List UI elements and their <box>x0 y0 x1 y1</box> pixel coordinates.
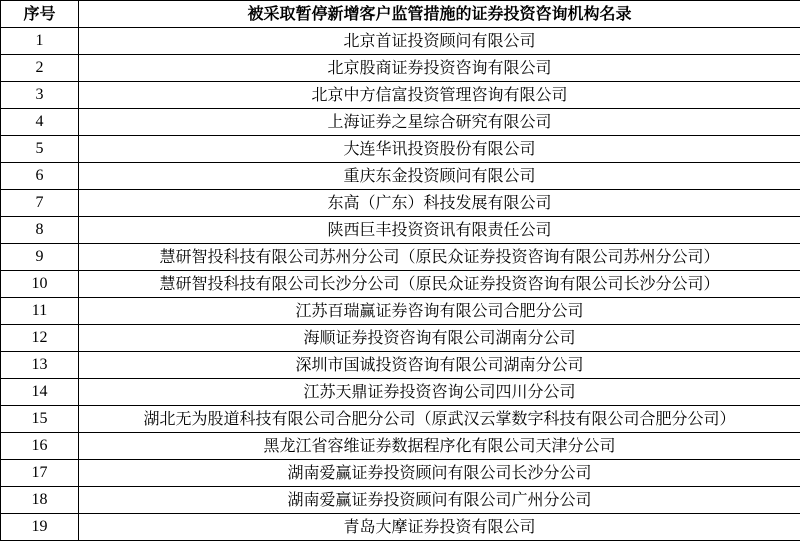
row-number: 5 <box>1 136 79 163</box>
institution-name: 重庆东金投资顾问有限公司 <box>79 163 800 190</box>
table-row <box>1 487 800 514</box>
institution-name: 湖南爱赢证券投资顾问有限公司长沙分公司 <box>79 460 800 487</box>
row-number: 14 <box>1 379 79 406</box>
table-row <box>1 379 800 406</box>
table-row <box>1 217 800 244</box>
institution-name: 黑龙江省容维证券数据程序化有限公司天津分公司 <box>79 433 800 460</box>
row-number: 16 <box>1 433 79 460</box>
table-row <box>1 190 800 217</box>
row-number: 7 <box>1 190 79 217</box>
table-row <box>1 109 800 136</box>
institution-name: 江苏百瑞赢证券咨询有限公司合肥分公司 <box>79 298 800 325</box>
institution-name: 慧研智投科技有限公司长沙分公司（原民众证券投资咨询有限公司长沙分公司） <box>79 271 800 298</box>
row-number: 15 <box>1 406 79 433</box>
institution-name: 慧研智投科技有限公司苏州分公司（原民众证券投资咨询有限公司苏州分公司） <box>79 244 800 271</box>
row-number: 1 <box>1 28 79 55</box>
institution-name: 陕西巨丰投资资讯有限责任公司 <box>79 217 800 244</box>
row-number: 13 <box>1 352 79 379</box>
institution-name: 湖北无为股道科技有限公司合肥分公司（原武汉云掌数字科技有限公司合肥分公司） <box>79 406 800 433</box>
institution-name: 湖南爱赢证券投资顾问有限公司广州分公司 <box>79 487 800 514</box>
table-row <box>1 514 800 541</box>
row-number: 18 <box>1 487 79 514</box>
column-header-number: 序号 <box>1 1 79 28</box>
row-number: 6 <box>1 163 79 190</box>
institution-name: 江苏天鼎证券投资咨询公司四川分公司 <box>79 379 800 406</box>
institution-name: 北京中方信富投资管理咨询有限公司 <box>79 82 800 109</box>
institution-name: 青岛大摩证券投资有限公司 <box>79 514 800 541</box>
row-number: 9 <box>1 244 79 271</box>
row-number: 4 <box>1 109 79 136</box>
table-row <box>1 325 800 352</box>
table-row <box>1 433 800 460</box>
table-row <box>1 244 800 271</box>
table-row <box>1 55 800 82</box>
institution-name: 东高（广东）科技发展有限公司 <box>79 190 800 217</box>
table-body <box>1 28 800 541</box>
institution-name: 海顺证券投资咨询有限公司湖南分公司 <box>79 325 800 352</box>
institution-name: 北京股商证券投资咨询有限公司 <box>79 55 800 82</box>
table-row <box>1 460 800 487</box>
institution-name: 大连华讯投资股份有限公司 <box>79 136 800 163</box>
table-row <box>1 271 800 298</box>
row-number: 11 <box>1 298 79 325</box>
header-row <box>1 1 800 28</box>
institution-name: 深圳市国诚投资咨询有限公司湖南分公司 <box>79 352 800 379</box>
column-header-name: 被采取暂停新增客户监管措施的证券投资咨询机构名录 <box>79 1 800 28</box>
row-number: 8 <box>1 217 79 244</box>
row-number: 12 <box>1 325 79 352</box>
table-row <box>1 28 800 55</box>
table-row <box>1 298 800 325</box>
row-number: 17 <box>1 460 79 487</box>
row-number: 2 <box>1 55 79 82</box>
table-row <box>1 82 800 109</box>
row-number: 19 <box>1 514 79 541</box>
row-number: 3 <box>1 82 79 109</box>
table-row <box>1 406 800 433</box>
institution-name: 上海证券之星综合研究有限公司 <box>79 109 800 136</box>
table-row <box>1 136 800 163</box>
table-header <box>1 1 800 28</box>
row-number: 10 <box>1 271 79 298</box>
table-row <box>1 352 800 379</box>
table-row <box>1 163 800 190</box>
institution-name: 北京首证投资顾问有限公司 <box>79 28 800 55</box>
